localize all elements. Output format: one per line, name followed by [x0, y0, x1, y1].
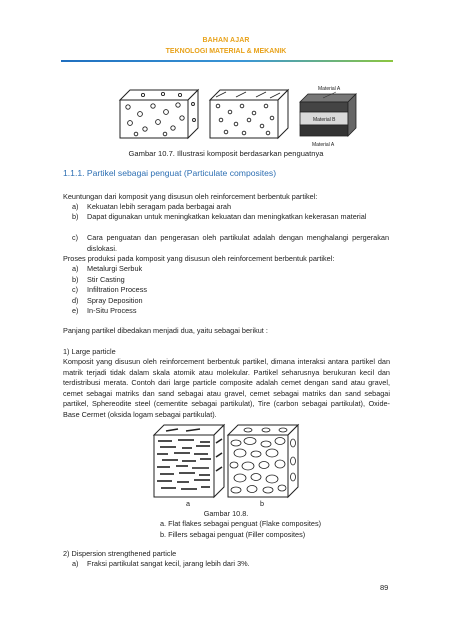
section-heading: 1.1.1. Partikel sebagai penguat (Particulate composites) — [63, 168, 277, 178]
large-particle-paragraph: Komposit yang disusun oleh reinforcement berbentuk partikel, dimana interaksi antara partikel dan matrik terjadi tidak dalam skala atomik atau molekular. Partikel seharusnya berukuran kecil dan terdistribusi merata. Contoh dari large particle composite adalah cemet dengan sand atau gravel, cemet sebagai matriks dan sand sebagai atau gravel, cemet sebagai matriks dan sand sebagai partikel, Sphereodite steel (cementite sebagai partikulat), Tire (carbon sebagai partikulat), Oxide-Base Cermet (oksida logam sebagai partikulat). — [63, 357, 390, 419]
figure-caption-10-7: Gambar 10.7. Illustrasi komposit berdasarkan penguatnya — [128, 149, 324, 158]
dispersion-heading: 2) Dispersion strengthened particle — [63, 549, 177, 558]
particulate-block — [120, 90, 198, 138]
material-a-bottom-label: Material A — [312, 142, 335, 148]
material-b-label: Material B — [313, 117, 336, 123]
figure-label-b: b — [260, 499, 264, 508]
composite-illustration — [118, 84, 358, 148]
large-particle-heading: 1) Large particle — [63, 347, 116, 356]
particle-length-intro: Panjang partikel dibedakan menjadi dua, yaitu sebagai berikut : — [63, 326, 268, 335]
figure-caption-line-b: b. Fillers sebagai penguat (Filler composites) — [160, 530, 306, 539]
fiber-block — [210, 90, 288, 138]
laminate-block — [300, 86, 356, 148]
flake-composite-block — [154, 425, 224, 497]
advantages-intro: Keuntungan dari komposit yang disusun oleh reinforcement berbentuk partikel: — [63, 192, 318, 201]
figure-caption-line-a: a. Flat flakes sebagai penguat (Flake composites) — [160, 519, 322, 528]
process-intro: Proses produksi pada komposit yang disusun oleh reinforcement berbentuk partikel: — [63, 254, 335, 263]
page-number: 89 — [380, 583, 389, 592]
header-subtitle: TEKNOLOGI MATERIAL & MEKANIK — [165, 48, 287, 55]
header-divider — [61, 60, 393, 62]
figure-label-a: a — [186, 499, 190, 508]
material-a-top-label: Material A — [318, 86, 341, 92]
figure-caption-10-8: Gambar 10.8. — [203, 509, 249, 518]
header-title: BAHAN AJAR — [202, 37, 250, 44]
flake-filler-illustration — [152, 423, 302, 499]
filler-composite-block — [228, 425, 298, 497]
